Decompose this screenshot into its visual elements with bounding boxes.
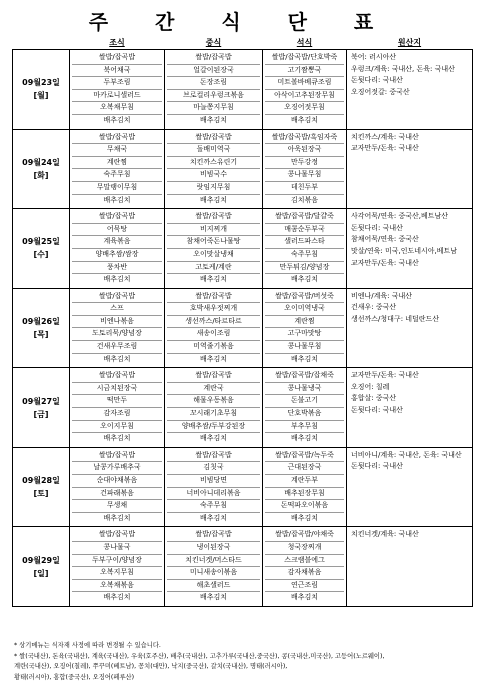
menu-item: 쌀밥/잡곡밥 xyxy=(167,529,260,542)
menu-item: 시금치된장국 xyxy=(72,383,162,396)
day-weekday: [금] xyxy=(33,409,49,419)
day-weekday: [토] xyxy=(33,489,49,499)
origin-item: 너비아니/계육: 국내산, 돈육: 국내산 xyxy=(351,450,462,459)
menu-item: 단호박볶음 xyxy=(265,408,344,421)
header-row xyxy=(13,36,473,50)
menu-item: 양배추쌈/두부강된장 xyxy=(167,421,260,434)
lunch-cell xyxy=(165,288,263,368)
menu-item: 콩나물무침 xyxy=(265,341,344,354)
day-row xyxy=(13,209,473,289)
menu-item: 스프 xyxy=(72,303,162,316)
menu-item: 배추김치 xyxy=(199,593,228,602)
menu-item: 무생채 xyxy=(72,500,162,513)
day-date-cell xyxy=(13,527,70,607)
menu-item: 두부구이/양념장 xyxy=(72,555,162,568)
menu-item: 돈장조림 xyxy=(167,77,260,90)
origin-cell xyxy=(347,129,473,209)
dinner-cell xyxy=(263,447,347,527)
origin-item: 맛살/연육: 미국,인도네시아,베트남 xyxy=(351,246,458,255)
menu-item: 꼬시래기초무침 xyxy=(167,408,260,421)
footnote-line: * 상기메뉴는 식자재 사정에 따라 변경될 수 있습니다. xyxy=(14,642,161,649)
menu-item: 북어채국 xyxy=(72,65,162,78)
menu-item: 배추김치 xyxy=(199,354,228,363)
menu-item: 배추김치 xyxy=(290,275,319,284)
day-row xyxy=(13,527,473,607)
menu-item: 비빔국수 xyxy=(167,169,260,182)
menu-item: 배추김치 xyxy=(103,513,131,522)
origin-item: 치킨까스/계육: 국내산 xyxy=(351,132,419,141)
menu-item: 쌀밥/잡곡밥/녹두죽 xyxy=(265,450,344,463)
menu-item: 미니새송이볶음 xyxy=(167,567,260,580)
breakfast-cell xyxy=(70,129,165,209)
day-row xyxy=(13,368,473,448)
menu-item: 숙주무침 xyxy=(72,169,162,182)
day-row xyxy=(13,447,473,527)
menu-item: 배추김치 xyxy=(103,275,131,284)
origin-item: 교자만두/돈육: 국내산 xyxy=(351,144,419,153)
day-weekday: [일] xyxy=(33,568,49,578)
menu-item: 순대야채볶음 xyxy=(72,475,162,488)
footnotes xyxy=(14,641,474,683)
footnote-line: 황태(러시아), 홍합(중국산), 오징어(페루산) xyxy=(14,673,135,681)
day-row xyxy=(13,129,473,209)
menu-item: 치킨너겟/머스타드 xyxy=(167,555,260,568)
menu-item: 배추김치 xyxy=(199,513,228,522)
origin-item: 돈뒷다리: 국내산 xyxy=(351,223,403,232)
menu-item: 배추된장무침 xyxy=(265,488,344,501)
day-weekday: [월] xyxy=(33,91,49,101)
menu-item: 호박새우젓찌개 xyxy=(167,303,260,316)
origin-item: 홍합살: 중국산 xyxy=(351,394,397,403)
menu-item: 마늘쫑지무침 xyxy=(167,102,260,115)
menu-item: 배추김치 xyxy=(290,354,319,363)
origin-cell xyxy=(347,447,473,527)
menu-item: 도토리묵/양념장 xyxy=(72,328,162,341)
breakfast-cell xyxy=(70,50,165,130)
menu-item: 쌀밥/잡곡밥 xyxy=(72,450,162,463)
menu-item: 돈떡파오이볶음 xyxy=(265,500,344,513)
menu-item: 배추김치 xyxy=(290,434,319,443)
menu-item: 계란찜 xyxy=(265,316,344,329)
menu-item: 숙주무침 xyxy=(167,500,260,513)
menu-item: 콩나물냉국 xyxy=(265,383,344,396)
dinner-cell xyxy=(263,288,347,368)
lunch-cell xyxy=(165,447,263,527)
dinner-cell xyxy=(263,50,347,130)
origin-item: 교자만두/돈육: 국내산 xyxy=(351,371,419,380)
menu-item: 매콤순두부국 xyxy=(265,224,344,237)
origin-item: 생선까스/청대구: 네덜란드산 xyxy=(351,314,440,323)
menu-item: 배추김치 xyxy=(103,354,131,363)
menu-item: 얼갈이된장국 xyxy=(167,65,260,78)
menu-item: 계란국 xyxy=(167,383,260,396)
origin-cell xyxy=(347,209,473,289)
menu-item: 배추김치 xyxy=(199,195,228,204)
menu-item: 감자조림 xyxy=(72,408,162,421)
menu-item: 비엔나볶음 xyxy=(72,316,162,329)
menu-item: 콩나물국 xyxy=(72,542,162,555)
origin-item: 우렁크/계육: 국내산, 돈육: 국내산 xyxy=(351,64,455,73)
header-breakfast: 조식 xyxy=(70,36,165,50)
dinner-cell xyxy=(263,209,347,289)
header-origin: 원산지 xyxy=(347,36,473,50)
menu-item: 쌀밥/잡곡밥 xyxy=(72,529,162,542)
day-date: 09월28일 xyxy=(22,476,60,486)
menu-item: 아욱된장국 xyxy=(265,144,344,157)
dinner-cell xyxy=(263,368,347,448)
origin-cell xyxy=(347,288,473,368)
menu-item: 배추김치 xyxy=(103,593,131,602)
origin-item: 북어: 러시아산 xyxy=(351,53,397,61)
origin-cell xyxy=(347,368,473,448)
breakfast-cell xyxy=(70,209,165,289)
lunch-cell xyxy=(165,368,263,448)
menu-item: 오복채무침 xyxy=(72,102,162,115)
menu-item: 배추김치 xyxy=(199,434,228,443)
menu-item: 돈불고기 xyxy=(265,395,344,408)
menu-item: 오복지무침 xyxy=(72,567,162,580)
menu-item: 랏임지무침 xyxy=(167,182,260,195)
day-date-cell xyxy=(13,50,70,130)
menu-item: 배추김치 xyxy=(103,115,131,124)
menu-item: 오이맛살냉채 xyxy=(167,249,260,262)
day-date-cell xyxy=(13,288,70,368)
day-date-cell xyxy=(13,129,70,209)
menu-item: 미역줄기볶음 xyxy=(167,341,260,354)
day-date: 09월26일 xyxy=(22,316,60,326)
menu-item: 해물우동볶음 xyxy=(167,395,260,408)
menu-item: 날콩가루배추국 xyxy=(72,462,162,475)
menu-item: 배추김치 xyxy=(103,195,131,204)
menu-item: 데친두부 xyxy=(265,182,344,195)
menu-item: 배추김치 xyxy=(199,115,228,124)
menu-item: 계란두부 xyxy=(265,475,344,488)
footnote-line: * 쌀(국내산), 돈육(국내산), 계육(국내산), 우육(호주산), 배추(국내산), 고추가루(국내산,중국산), 콩(국내산,미국산), 고등어(노르웨이), xyxy=(14,652,385,660)
day-weekday: [수] xyxy=(33,250,49,260)
menu-item: 스크램블에그 xyxy=(265,555,344,568)
menu-item: 쌀밥/잡곡밥/잡채죽 xyxy=(265,370,344,383)
day-date: 09월29일 xyxy=(22,555,60,565)
menu-item: 브로컬리우렁크볶음 xyxy=(167,90,260,103)
menu-item: 비빔당면 xyxy=(167,475,260,488)
breakfast-cell xyxy=(70,527,165,607)
origin-item: 치킨너겟/계육: 국내산 xyxy=(351,530,419,539)
menu-item: 양배추쌈/쌈장 xyxy=(72,249,162,262)
menu-item: 마카로니샐러드 xyxy=(72,90,162,103)
lunch-cell xyxy=(165,50,263,130)
menu-item: 쌀밥/잡곡밥/단호박죽 xyxy=(265,52,344,65)
menu-item: 오이미역냉국 xyxy=(265,303,344,316)
menu-item: 쌀밥/잡곡밥 xyxy=(72,211,162,224)
origin-item: 돈뒷다리: 국내산 xyxy=(351,76,403,85)
breakfast-cell xyxy=(70,447,165,527)
menu-item: 청국장찌개 xyxy=(265,542,344,555)
menu-item: 콩나물무침 xyxy=(265,169,344,182)
day-weekday: [목] xyxy=(33,329,49,339)
menu-item: 참채어죽돈나물탕 xyxy=(167,236,260,249)
origin-item: 교자만두/돈육: 국내산 xyxy=(351,258,419,267)
origin-item: 참채어묵/연육: 중국산 xyxy=(351,235,419,244)
menu-item: 쌀밥/잡곡밥/야채죽 xyxy=(265,529,344,542)
menu-item: 배추김치 xyxy=(199,275,228,284)
footnote-line: 계란(국내산), 오징어(칠레), 쭈꾸미(베트남), 꽁치(대만), 낙지(중국산), 갈치(국내산), 명태(러시아), xyxy=(14,663,288,670)
menu-item: 고토케/계란 xyxy=(167,262,260,275)
day-date-cell xyxy=(13,447,70,527)
menu-item: 무채국 xyxy=(72,144,162,157)
day-date-cell xyxy=(13,368,70,448)
menu-item: 계란찜 xyxy=(72,157,162,170)
menu-item: 감자채볶음 xyxy=(265,567,344,580)
menu-item: 해초샐러드 xyxy=(167,580,260,593)
menu-item: 배추김치 xyxy=(290,593,319,602)
origin-item: 돈뒷다리: 국내산 xyxy=(351,406,403,415)
menu-item: 새송이조림 xyxy=(167,328,260,341)
menu-item: 돌배미역국 xyxy=(167,144,260,157)
menu-item: 만두강정 xyxy=(265,157,344,170)
menu-item: 건파래볶음 xyxy=(72,488,162,501)
menu-item: 두부조림 xyxy=(72,77,162,90)
menu-item: 고기짬뽕국 xyxy=(265,65,344,78)
menu-item: 부추무침 xyxy=(265,421,344,434)
menu-item: 쌀밥/잡곡밥 xyxy=(167,450,260,463)
menu-item: 샐러드파스타 xyxy=(265,236,344,249)
header-corner xyxy=(13,36,70,50)
origin-item: 오징어젓갈: 중국산 xyxy=(351,87,410,96)
menu-item: 쌀밥/잡곡밥 xyxy=(167,370,260,383)
menu-item: 고구마맛탕 xyxy=(265,328,344,341)
menu-item: 오복채볶음 xyxy=(72,580,162,593)
header-dinner: 석식 xyxy=(263,36,347,50)
menu-item: 쌀밥/잡곡밥/버섯죽 xyxy=(265,291,344,304)
origin-cell xyxy=(347,50,473,130)
menu-item: 미트볼바베큐조림 xyxy=(265,77,344,90)
menu-item: 오징어젓무침 xyxy=(265,102,344,115)
menu-item: 너비아니데리볶음 xyxy=(167,488,260,501)
menu-item: 쌀밥/잡곡밥 xyxy=(72,132,162,145)
menu-item: 숙주무침 xyxy=(265,249,344,262)
menu-item: 풍차반 xyxy=(72,262,162,275)
menu-item: 쌀밥/잡곡밥/달걀죽 xyxy=(265,211,344,224)
menu-item: 배추김치 xyxy=(290,513,319,522)
origin-item: 오징어: 칠레 xyxy=(351,382,390,391)
menu-item: 계육볶음 xyxy=(72,236,162,249)
menu-item: 떡만두 xyxy=(72,395,162,408)
menu-item: 치킨까스유린기 xyxy=(167,157,260,170)
day-row xyxy=(13,288,473,368)
menu-item: 김치볶음 xyxy=(290,195,319,204)
lunch-cell xyxy=(165,209,263,289)
breakfast-cell xyxy=(70,368,165,448)
dinner-cell xyxy=(263,129,347,209)
breakfast-cell xyxy=(70,288,165,368)
origin-cell xyxy=(347,527,473,607)
origin-item: 사각어묵/연육: 중국산,베트남산 xyxy=(351,212,449,221)
menu-item: 어묵탕 xyxy=(72,224,162,237)
menu-item: 건새우무조림 xyxy=(72,341,162,354)
menu-item: 쌀밥/잡곡밥/흑임자죽 xyxy=(265,132,344,145)
menu-item: 무말랭이무침 xyxy=(72,182,162,195)
menu-item: 연근조림 xyxy=(265,580,344,593)
menu-item: 배추김치 xyxy=(290,115,319,124)
menu-item: 쌀밥/잡곡밥 xyxy=(167,291,260,304)
day-date: 09월25일 xyxy=(22,237,60,247)
menu-item: 쌀밥/잡곡밥 xyxy=(167,52,260,65)
day-date: 09월24일 xyxy=(22,157,60,167)
menu-item: 쌀밥/잡곡밥 xyxy=(72,52,162,65)
menu-item: 생선까스/타르타르 xyxy=(167,316,260,329)
weekly-menu-table xyxy=(12,36,473,607)
lunch-cell xyxy=(165,129,263,209)
dinner-cell xyxy=(263,527,347,607)
menu-item: 김칫국 xyxy=(167,462,260,475)
menu-item: 만두튀김/양념장 xyxy=(265,262,344,275)
origin-item: 돈뒷다리: 국내산 xyxy=(351,462,403,471)
origin-item: 건새우: 중국산 xyxy=(351,303,397,312)
menu-item: 쌀밥/잡곡밥 xyxy=(167,211,260,224)
menu-item: 오이지무침 xyxy=(72,421,162,434)
origin-item: 비엔나/계육: 국내산 xyxy=(351,291,413,300)
menu-item: 배추김치 xyxy=(103,434,131,443)
menu-item: 냉이된장국 xyxy=(167,542,260,555)
menu-item: 쌀밥/잡곡밥 xyxy=(167,132,260,145)
menu-item: 쌀밥/잡곡밥 xyxy=(72,291,162,304)
menu-item: 근대된장국 xyxy=(265,462,344,475)
page-title: 주 간 식 단 표 xyxy=(88,10,394,34)
day-weekday: [화] xyxy=(33,170,49,180)
day-date: 09월27일 xyxy=(22,396,60,406)
header-lunch: 중식 xyxy=(165,36,263,50)
menu-item: 아삭이고추된장무침 xyxy=(265,90,344,103)
menu-item: 쌀밥/잡곡밥 xyxy=(72,370,162,383)
day-date: 09월23일 xyxy=(22,78,60,88)
day-date-cell xyxy=(13,209,70,289)
menu-item: 비지찌개 xyxy=(167,224,260,237)
lunch-cell xyxy=(165,527,263,607)
day-row xyxy=(13,50,473,130)
